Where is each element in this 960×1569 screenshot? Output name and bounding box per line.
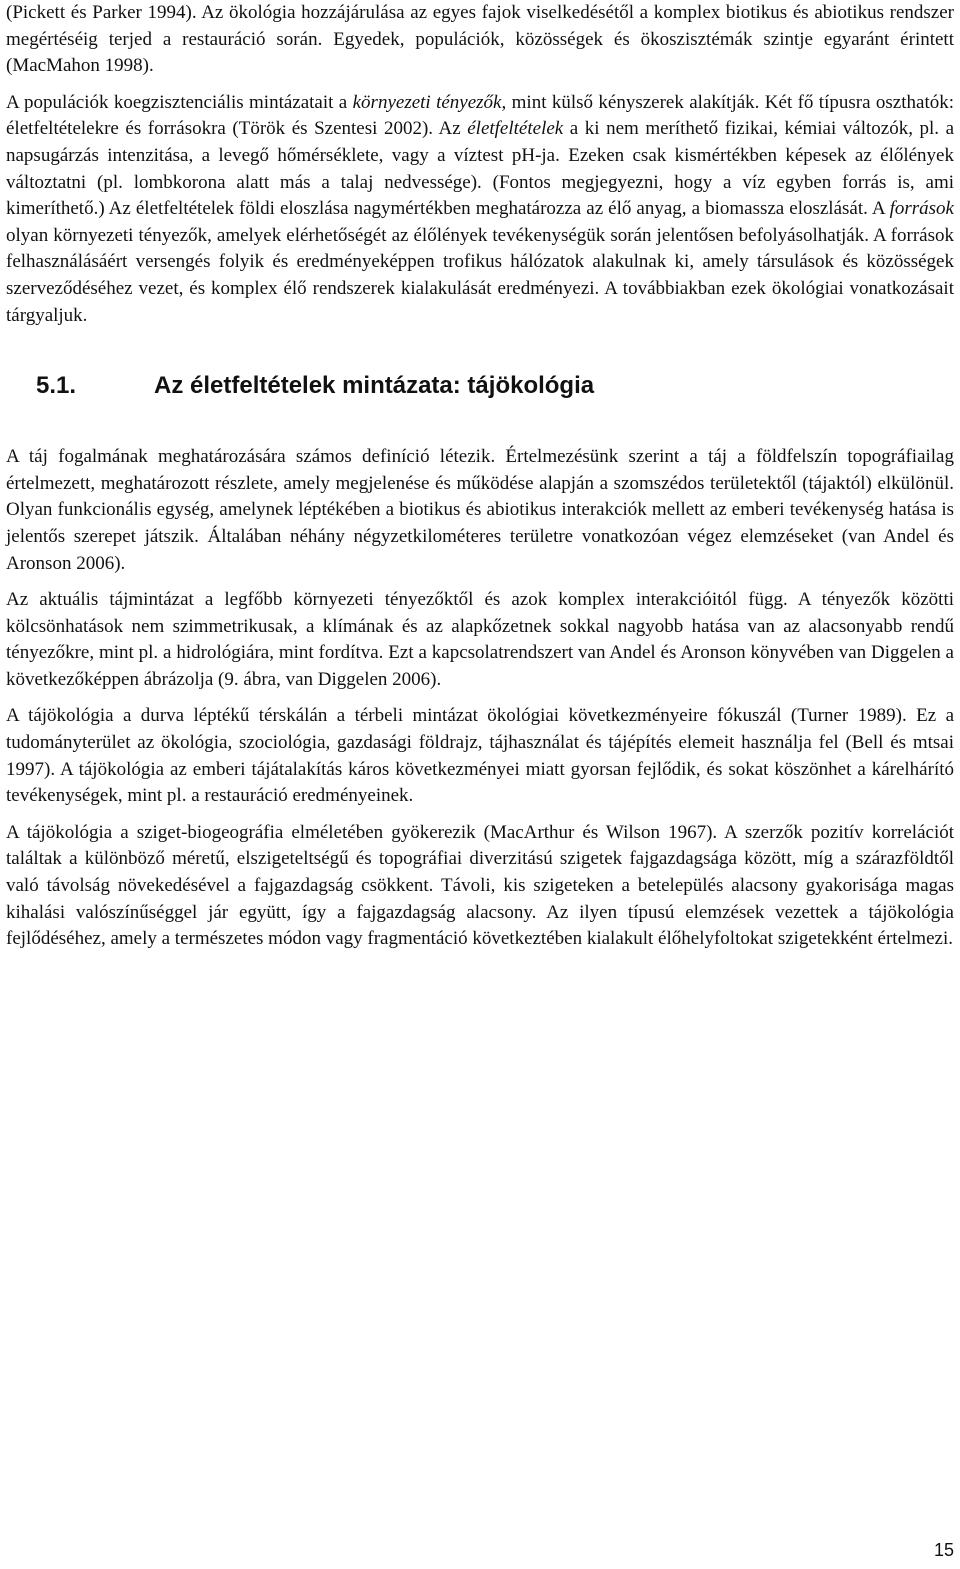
text-segment: a ki nem meríthető fizikai, kémiai változók, pl. a napsugárzás intenzitása, a levegő hőmérséklete, vagy a víztest pH-ja. Ezeken csak kismértékben képesek az élőlények változtatni (pl. lombkorona alatt más a talaj nedvessége). (Fontos megjegyezni, hogy a víz egyben forrás is, ami kimeríthető.) Az életfeltételek földi eloszlása nagymértékben meghatározza az élő anyag, a biomassza eloszlását. A [6,118,954,220]
text-segment: , mint külső kényszerek alakítják. Két fő típusra oszthatók: életfeltételekre és forrásokra (Török és Szentesi 2002). Az [6,91,954,140]
paragraph-populations [6,90,954,329]
text-segment: olyan környezeti tényezők, amelyek elérhetőségét az élőlények tevékenységük során jelentősen befolyásolhatják. A források felhasználásáért versengés folyik és eredményeképpen trofikus hálózatok alakulnak ki, amely társulások és közösségek szerveződéséhez vezet, és komplex élő rendszerek kialakulását eredményezi. A továbbiakban ezek ökológiai vonatkozásait tárgyaljuk. [6,224,954,326]
section-number: 5.1. [36,372,77,400]
paragraph-island-biogeography: A tájökológia a sziget-biogeográfia elméletében gyökerezik (MacArthur és Wilson 1967). A szerzők pozitív korrelációt találtak a különböző méretű, elszigeteltségű és topográfiai diverzitású szigetek fajgazdagsága között, míg a szárazföldtől való távolság növekedésével a fajgazdagság csökkent. Távoli, kis szigeteken a betelepülés alacsony gyakorisága magas kihalási valószínűséggel jár együtt, így a fajgazdagság alacsony. Az ilyen típusú elemzések vezettek a tájökológia fejlődéséhez, amely a természetes módon vagy fragmentáció következtében kialakult élőhelyfoltokat szigetekként értelmezi. [6,821,954,950]
section-title: Az életfeltételek mintázata: tájökológia [154,372,595,400]
emphasis-resources: források [889,198,954,220]
document-page [6,0,954,953]
paragraph-landscape-pattern: Az aktuális tájmintázat a legfőbb környezeti tényezőktől és azok komplex interakcióitól függ. A tényezők közötti kölcsönhatások nem szimmetrikusak, a klímának és az alapkőzetnek sokkal nagyobb hatása van az alacsonyabb rendű tényezőkre, mint pl. a hidrológiára, mint fordítva. Ezt a kapcsolatrendszert van Andel és Aronson könyvében van Diggelen a következőképpen ábrázolja (9. ábra, van Diggelen 2006). [6,589,954,690]
paragraph-intro: (Pickett és Parker 1994). Az ökológia hozzájárulása az egyes fajok viselkedésétől a komplex biotikus és abiotikus rendszer megértéséig terjed a restauráció során. Egyedek, populációk, közösségek és ökoszisztémák szintje egyaránt érintett (MacMahon 1998). [6,2,954,77]
text-segment: A populációk koegzisztenciális mintázatait a [6,91,353,113]
emphasis-living-conditions: életfeltételek [467,118,564,140]
paragraph-landscape-definition: A táj fogalmának meghatározására számos definíció létezik. Értelmezésünk szerint a táj a földfelszín topográfiailag értelmezett, meghatározott részlete, amely megjelenése és működése alapján a szomszédos területektől (tájaktól) elkülönül. Olyan funkcionális egység, amelynek léptékében a biotikus és abiotikus interakciók mellett az emberi tevékenység hatása is jelentős szerepet játszik. Általában néhány négyzetkilométeres területre vonatkozóan végez elemzéseket (van Andel és Aronson 2006). [6,446,954,574]
emphasis-environmental-factors: környezeti tényezők [352,91,502,113]
page-number: 15 [933,1540,954,1560]
paragraph-landscape-ecology-focus: A tájökológia a durva léptékű térskálán a térbeli mintázat ökológiai következményeire fókuszál (Turner 1989). Ez a tudományterület az ökológia, szociológia, gazdasági földrajz, tájhasználat és tájépítés elemeit használja fel (Bell és mtsai 1997). A tájökológia az emberi tájátalakítás káros következményei miatt gyorsan fejlődik, és sokat köszönhet a kárelhárító tevékenységek, mint pl. a restauráció eredményeinek. [6,705,954,807]
section-heading [6,371,954,401]
